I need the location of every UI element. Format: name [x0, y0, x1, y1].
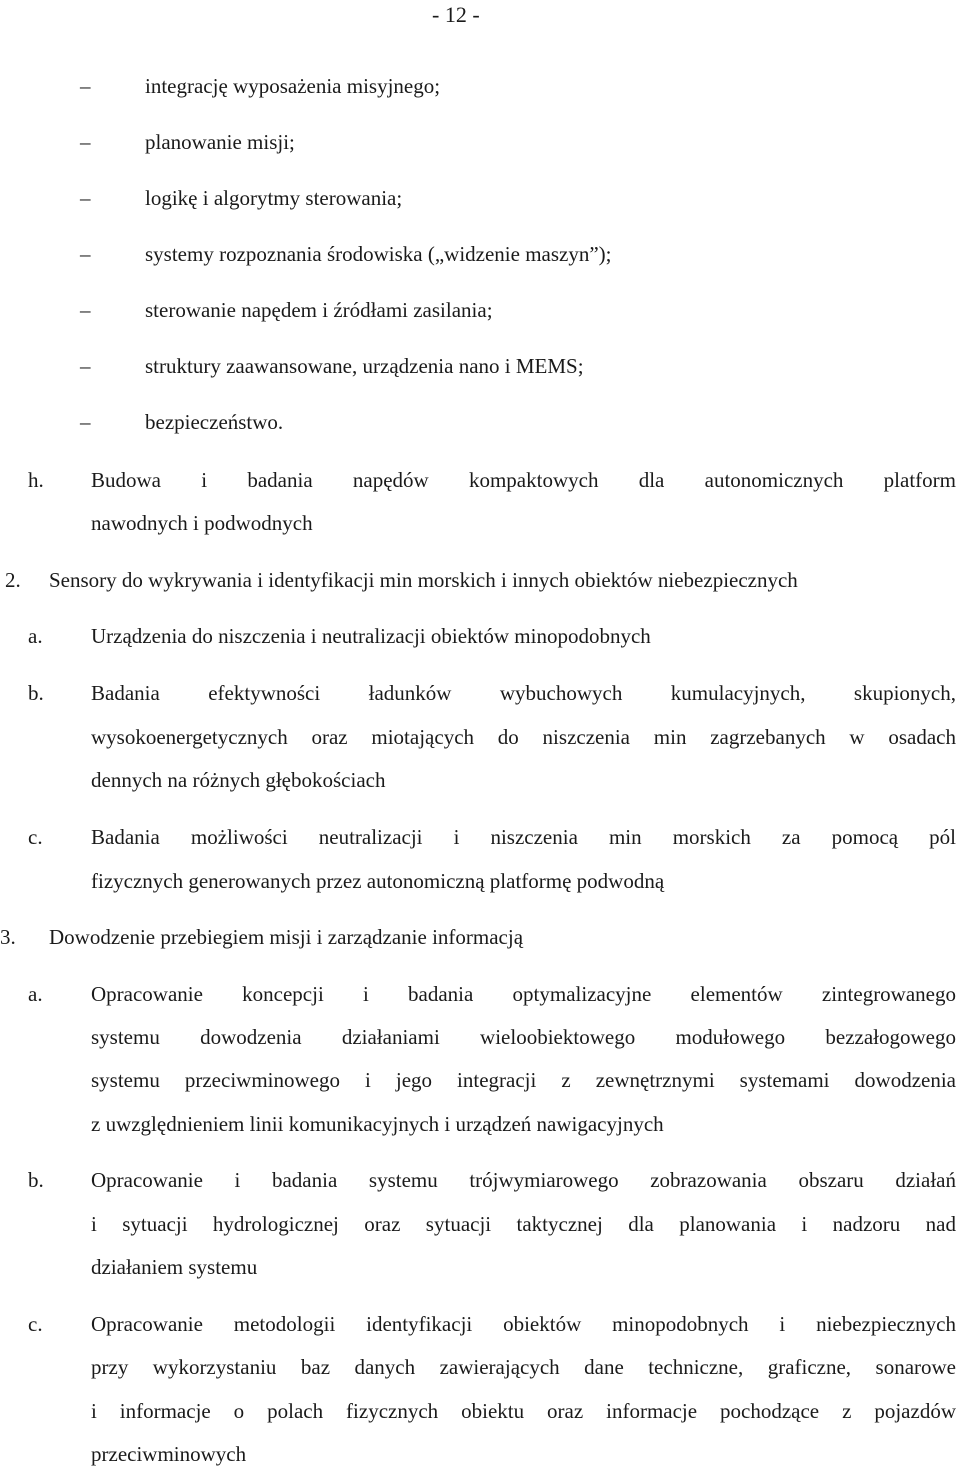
- dash-bullet: –: [80, 410, 91, 434]
- list-item-text: logikę i algorytmy sterowania;: [145, 186, 403, 210]
- item-marker: a.: [28, 624, 43, 648]
- item-text-line: Badania efektywności ładunków wybuchowych kumulacyjnych, skupionych,: [91, 681, 956, 705]
- item-text-line: Budowa i badania napędów kompaktowych dla autonomicznych platform: [91, 468, 956, 492]
- item-text-line: nawodnych i podwodnych: [91, 511, 313, 535]
- dash-bullet: –: [80, 354, 91, 378]
- dash-bullet: –: [80, 298, 91, 322]
- item-text-line: Badania możliwości neutralizacji i niszczenia min morskich za pomocą pól: [91, 825, 956, 849]
- item-text-line: i sytuacji hydrologicznej oraz sytuacji taktycznej dla planowania i nadzoru nad: [91, 1212, 956, 1236]
- item-text-line: dennych na różnych głębokościach: [91, 768, 386, 792]
- item-text-line: i informacje o polach fizycznych obiektu oraz informacje pochodzące z pojazdów: [91, 1399, 956, 1423]
- item-text-line: fizycznych generowanych przez autonomiczną platformę podwodną: [91, 869, 665, 893]
- page-number: - 12 -: [432, 2, 480, 27]
- item-text-line: systemu przeciwminowego i jego integracji z zewnętrznymi systemami dowodzenia: [91, 1068, 956, 1092]
- item-marker: b.: [28, 681, 44, 705]
- list-item-text: systemy rozpoznania środowiska („widzenie maszyn”);: [145, 242, 612, 266]
- list-item-text: planowanie misji;: [145, 130, 295, 154]
- section-title: Sensory do wykrywania i identyfikacji min morskich i innych obiektów niebezpiecznych: [49, 568, 798, 592]
- item-text-line: z uwzględnieniem linii komunikacyjnych i urządzeń nawigacyjnych: [91, 1112, 664, 1136]
- item-marker: a.: [28, 982, 43, 1006]
- list-item-text: sterowanie napędem i źródłami zasilania;: [145, 298, 493, 322]
- item-text-line: Opracowanie i badania systemu trójwymiarowego zobrazowania obszaru działań: [91, 1168, 956, 1192]
- section-number: 3.: [0, 925, 16, 949]
- item-text-line: Opracowanie metodologii identyfikacji obiektów minopodobnych i niebezpiecznych: [91, 1312, 956, 1336]
- item-text-line: przy wykorzystaniu baz danych zawierających dane techniczne, graficzne, sonarowe: [91, 1355, 956, 1379]
- item-marker: b.: [28, 1168, 44, 1192]
- list-item-text: bezpieczeństwo.: [145, 410, 284, 434]
- dash-bullet: –: [80, 74, 91, 98]
- dash-bullet: –: [80, 242, 91, 266]
- item-text-line: przeciwminowych: [91, 1442, 247, 1466]
- item-text-line: Opracowanie koncepcji i badania optymalizacyjne elementów zintegrowanego: [91, 982, 956, 1006]
- item-text-line: wysokoenergetycznych oraz miotających do niszczenia min zagrzebanych w osadach: [91, 725, 956, 749]
- item-text-line: Urządzenia do niszczenia i neutralizacji obiektów minopodobnych: [91, 624, 651, 648]
- section-number: 2.: [5, 568, 21, 592]
- item-marker: c.: [28, 1312, 43, 1336]
- item-text-line: systemu dowodzenia działaniami wieloobiektowego modułowego bezzałogowego: [91, 1025, 956, 1049]
- section-title: Dowodzenie przebiegiem misji i zarządzanie informacją: [49, 925, 524, 949]
- item-text-line: działaniem systemu: [91, 1255, 258, 1279]
- dash-bullet: –: [80, 186, 91, 210]
- dash-bullet: –: [80, 130, 91, 154]
- list-item-text: struktury zaawansowane, urządzenia nano i MEMS;: [145, 354, 584, 378]
- item-marker: c.: [28, 825, 43, 849]
- item-marker: h.: [28, 468, 44, 492]
- list-item-text: integrację wyposażenia misyjnego;: [145, 74, 441, 98]
